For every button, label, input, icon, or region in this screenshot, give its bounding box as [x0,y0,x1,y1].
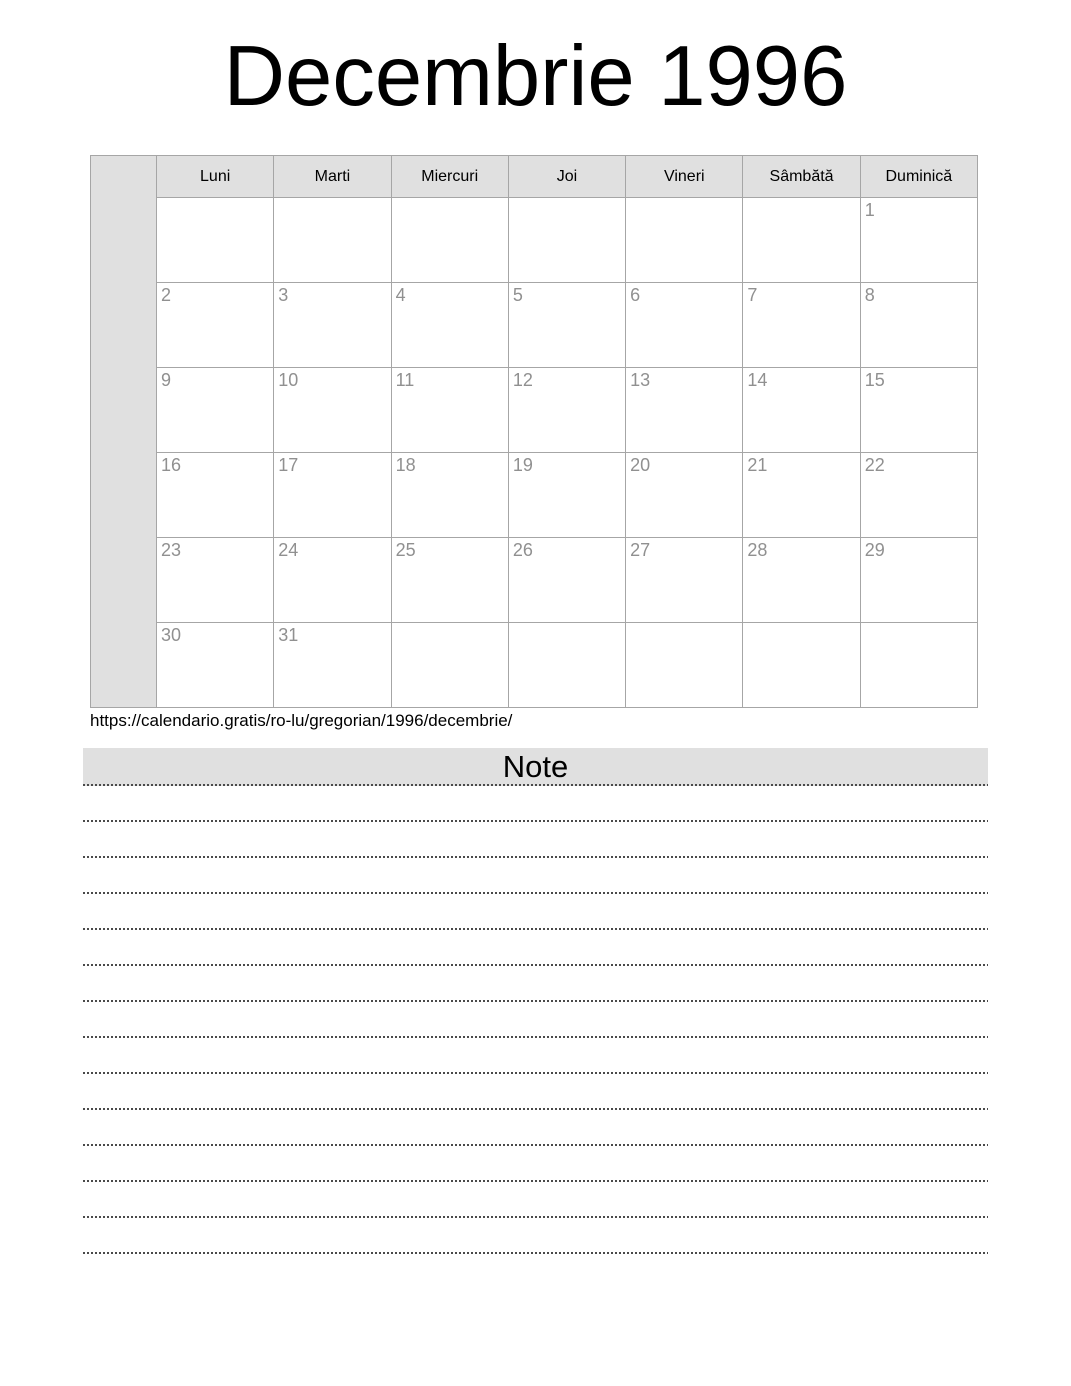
weekday-header-luni: Luni [157,156,274,198]
day-cell-16: 16 [157,453,274,538]
calendar-week-row [91,368,978,453]
day-cell [743,198,860,283]
note-line [83,1182,988,1218]
notes-section [83,748,988,1254]
day-cell-7: 7 [743,283,860,368]
day-cell [626,198,743,283]
day-cell-26: 26 [508,538,625,623]
calendar-week-row [91,198,978,283]
day-cell [743,623,860,708]
day-cell-17: 17 [274,453,391,538]
day-cell-1: 1 [860,198,977,283]
note-line [83,1146,988,1182]
day-cell-20: 20 [626,453,743,538]
source-url: https://calendario.gratis/ro-lu/gregorian/1996/decembrie/ [90,711,513,730]
day-cell-25: 25 [391,538,508,623]
day-cell-23: 23 [157,538,274,623]
day-cell [860,623,977,708]
note-line [83,1074,988,1110]
calendar-week-row [91,453,978,538]
calendar-week-row [91,283,978,368]
note-line [83,1110,988,1146]
note-line [83,1038,988,1074]
day-cell-15: 15 [860,368,977,453]
calendar-table [90,155,978,708]
day-cell-8: 8 [860,283,977,368]
day-cell-27: 27 [626,538,743,623]
weekday-header-vineri: Vineri [626,156,743,198]
day-cell-28: 28 [743,538,860,623]
calendar-week-row [91,623,978,708]
day-cell-6: 6 [626,283,743,368]
day-cell-12: 12 [508,368,625,453]
day-cell-31: 31 [274,623,391,708]
calendar-week-row [91,538,978,623]
weekday-header-miercuri: Miercuri [391,156,508,198]
note-line [83,1218,988,1254]
day-cell [391,198,508,283]
day-cell-18: 18 [391,453,508,538]
weekday-header-row [91,156,978,198]
weekday-header-joi: Joi [508,156,625,198]
day-cell [508,198,625,283]
weekday-header-marti: Marti [274,156,391,198]
day-cell [626,623,743,708]
day-cell-3: 3 [274,283,391,368]
day-cell-9: 9 [157,368,274,453]
day-cell [274,198,391,283]
weekday-header-sambata: Sâmbătă [743,156,860,198]
day-cell [391,623,508,708]
note-line [83,930,988,966]
notes-title: Note [83,748,988,786]
note-line [83,858,988,894]
day-cell-24: 24 [274,538,391,623]
day-cell [508,623,625,708]
day-cell-13: 13 [626,368,743,453]
day-cell-30: 30 [157,623,274,708]
day-cell-29: 29 [860,538,977,623]
day-cell [157,198,274,283]
note-line [83,822,988,858]
day-cell-11: 11 [391,368,508,453]
note-line [83,786,988,822]
day-cell-2: 2 [157,283,274,368]
day-cell-21: 21 [743,453,860,538]
day-cell-4: 4 [391,283,508,368]
day-cell-5: 5 [508,283,625,368]
day-cell-19: 19 [508,453,625,538]
note-line [83,966,988,1002]
day-cell-10: 10 [274,368,391,453]
day-cell-22: 22 [860,453,977,538]
note-line [83,1002,988,1038]
weekday-header-duminica: Duminică [860,156,977,198]
page-title: Decembrie 1996 [223,29,848,124]
day-cell-14: 14 [743,368,860,453]
note-line [83,894,988,930]
calendar-left-gutter [91,156,157,708]
